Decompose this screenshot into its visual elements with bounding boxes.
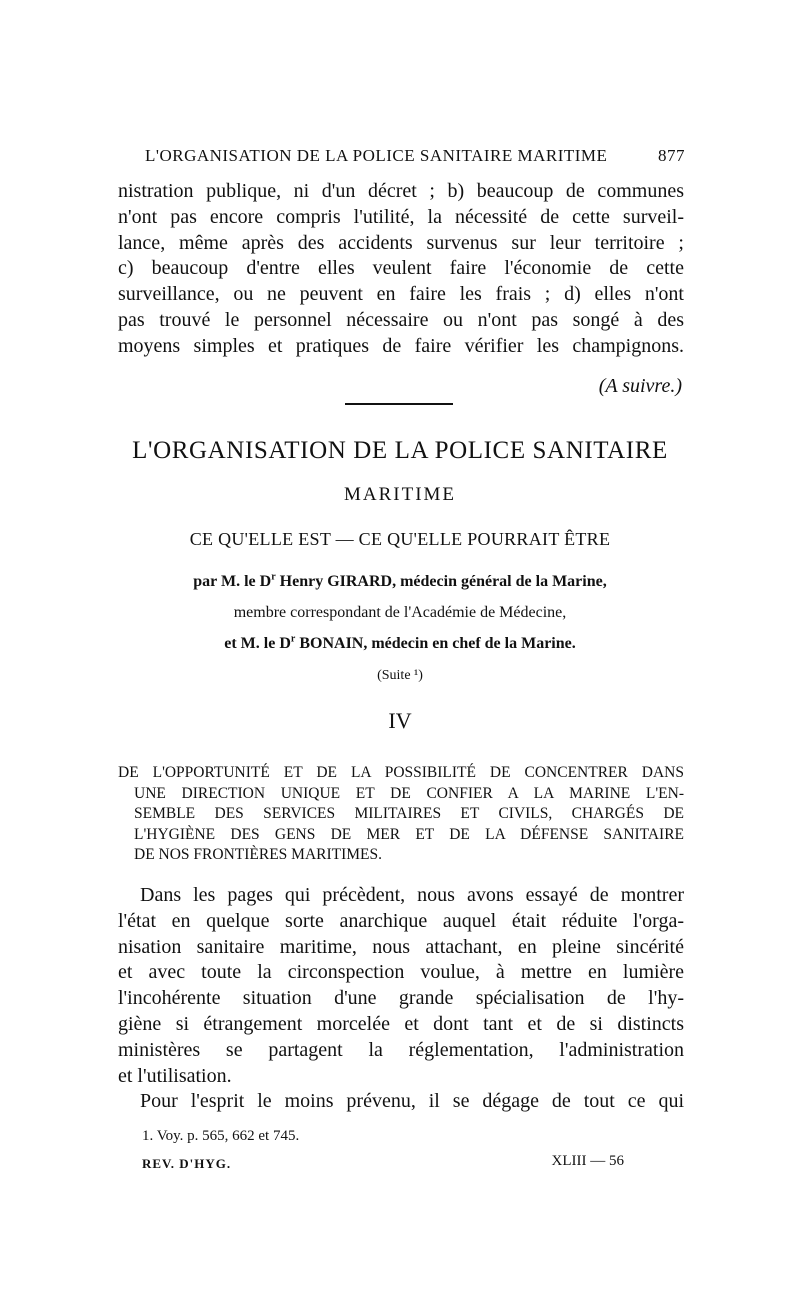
heading-line: UNE DIRECTION UNIQUE ET DE CONFIER A LA MARINE L'EN- [134, 784, 684, 802]
text-line: nisation sanitaire maritime, nous attachant, en pleine sincérité [118, 935, 684, 958]
text-line: giène si étrangement morcelée et dont tant et de si distincts [118, 1012, 684, 1035]
body-paragraph [118, 883, 684, 1115]
heading-line: DE L'OPPORTUNITÉ ET DE LA POSSIBILITÉ DE CONCENTRER DANS [118, 764, 684, 781]
intro-paragraph [118, 179, 684, 360]
author-line-2: membre correspondant de l'Académie de Médecine, [233, 604, 567, 621]
text-line: n'ont pas encore compris l'utilité, la nécessité de cette surveil- [118, 205, 684, 228]
running-title: L'ORGANISATION DE LA POLICE SANITAIRE MARITIME [145, 146, 608, 165]
section-divider [345, 403, 453, 405]
heading-line: L'HYGIÈNE DES GENS DE MER ET DE LA DÉFENSE SANITAIRE [134, 825, 684, 843]
section-number: IV [388, 708, 412, 733]
text-line: nistration publique, ni d'un décret ; b) beaucoup de communes [118, 180, 684, 202]
text-line: c) beaucoup d'entre elles veulent faire l'économie de cette [118, 257, 684, 280]
footnote: 1. Voy. p. 565, 662 et 745. [142, 1128, 300, 1144]
text-line: l'état en quelque sorte anarchique auquel était réduite l'orga- [118, 909, 684, 932]
to-be-continued: (A suivre.) [598, 375, 682, 397]
text-line: ministères se partagent la réglementation, l'administration [118, 1038, 684, 1061]
text-line: surveillance, ou ne peuvent en faire les frais ; d) elles n'ont [118, 283, 684, 306]
text-line: Pour l'esprit le moins prévenu, il se dégage de tout ce qui [140, 1090, 684, 1113]
text-line: moyens simples et pratiques de faire vérifier les champignons. [118, 334, 684, 357]
section-heading [118, 763, 684, 866]
text-line: pas trouvé le personnel nécessaire ou n'ont pas songé à des [118, 308, 684, 331]
author-text: et M. le D [224, 635, 291, 652]
article-title-cont: MARITIME [343, 484, 457, 505]
suite-label: (Suite ¹) [377, 668, 423, 683]
article-subtitle: CE QU'ELLE EST — CE QU'ELLE POURRAIT ÊTRE [189, 529, 611, 549]
author-line-3 [0, 635, 800, 653]
heading-line: DE NOS FRONTIÈRES MARITIMES. [134, 846, 383, 863]
journal-abbrev: REV. D'HYG. [142, 1156, 232, 1171]
author-sup: r [271, 571, 276, 583]
author-text: par M. le D [193, 573, 272, 590]
text-line: et avec toute la circonspection voulue, à mettre en lumière [118, 961, 684, 984]
heading-line: SEMBLE DES SERVICES MILITAIRES ET CIVILS, CHARGÉS DE [134, 805, 684, 822]
text-line: l'incohérente situation d'une grande spécialisation de l'hy- [118, 987, 684, 1010]
author-line-1 [0, 573, 800, 591]
text-line: et l'utilisation. [118, 1064, 232, 1087]
author-text: BONAIN, médecin en chef de la Marine. [295, 635, 576, 652]
author-sup: r [290, 633, 296, 645]
text-line: Dans les pages qui précèdent, nous avons essayé de montrer [140, 884, 684, 906]
page-number: 877 [658, 146, 685, 165]
author-text: Henry GIRARD, médecin général de la Marine, [275, 573, 607, 590]
volume-signature: XLIII — 56 [551, 1153, 624, 1169]
running-head [145, 146, 685, 166]
article-title: L'ORGANISATION DE LA POLICE SANITAIRE [132, 437, 668, 464]
text-line: lance, même après des accidents survenus sur leur territoire ; [118, 231, 684, 254]
